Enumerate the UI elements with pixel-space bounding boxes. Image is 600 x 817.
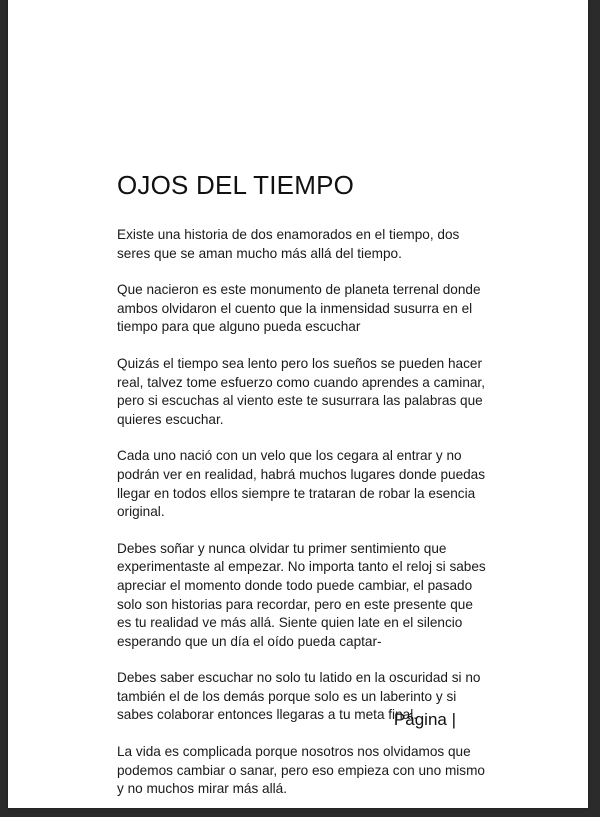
document-page bbox=[8, 0, 588, 808]
paragraph: La vida es complicada porque nosotros nos olvidamos que podemos cambiar o sanar, pero eso empieza con uno mismo y no muchos mirar más allá. bbox=[117, 744, 485, 797]
page-title: OJOS DEL TIEMPO bbox=[117, 170, 355, 200]
paragraph: Debes saber escuchar no solo tu latido en la oscuridad si no también el de los demás porque solo es un laberinto y si sabes colaborar entonces llegaras a tu meta final. bbox=[117, 670, 481, 723]
paragraph: Cada uno nació con un velo que los cegara al entrar y no podrán ver en realidad, habrá muchos lugares donde puedas llegar en todos ellos siempre te trataran de robar la esencia original. bbox=[117, 448, 486, 520]
paragraph: Existe una historia de dos enamorados en el tiempo, dos seres que se aman mucho más allá del tiempo. bbox=[117, 227, 460, 261]
page-number-footer: Página | bbox=[393, 710, 456, 729]
paragraph: Que nacieron es este monumento de planeta terrenal donde ambos olvidaron el cuento que la inmensidad susurra en el tiempo para que alguno pueda escuchar bbox=[117, 282, 481, 335]
paragraph: Quizás el tiempo sea lento pero los sueños se pueden hacer real, talvez tome esfuerzo como cuando aprendes a caminar, pero si escuchas al viento este te susurrara las palabras que quieres escuchar. bbox=[117, 355, 485, 427]
paragraph: Debes soñar y nunca olvidar tu primer sentimiento que experimentaste al empezar. No importa tanto el reloj si sabes apreciar el momento donde todo puede cambiar, el pasado solo son historias para recordar, pero en este presente que es tu realidad ve más allá. Siente quien late en el silencio esperando que un día el oído pueda captar- bbox=[117, 540, 486, 649]
